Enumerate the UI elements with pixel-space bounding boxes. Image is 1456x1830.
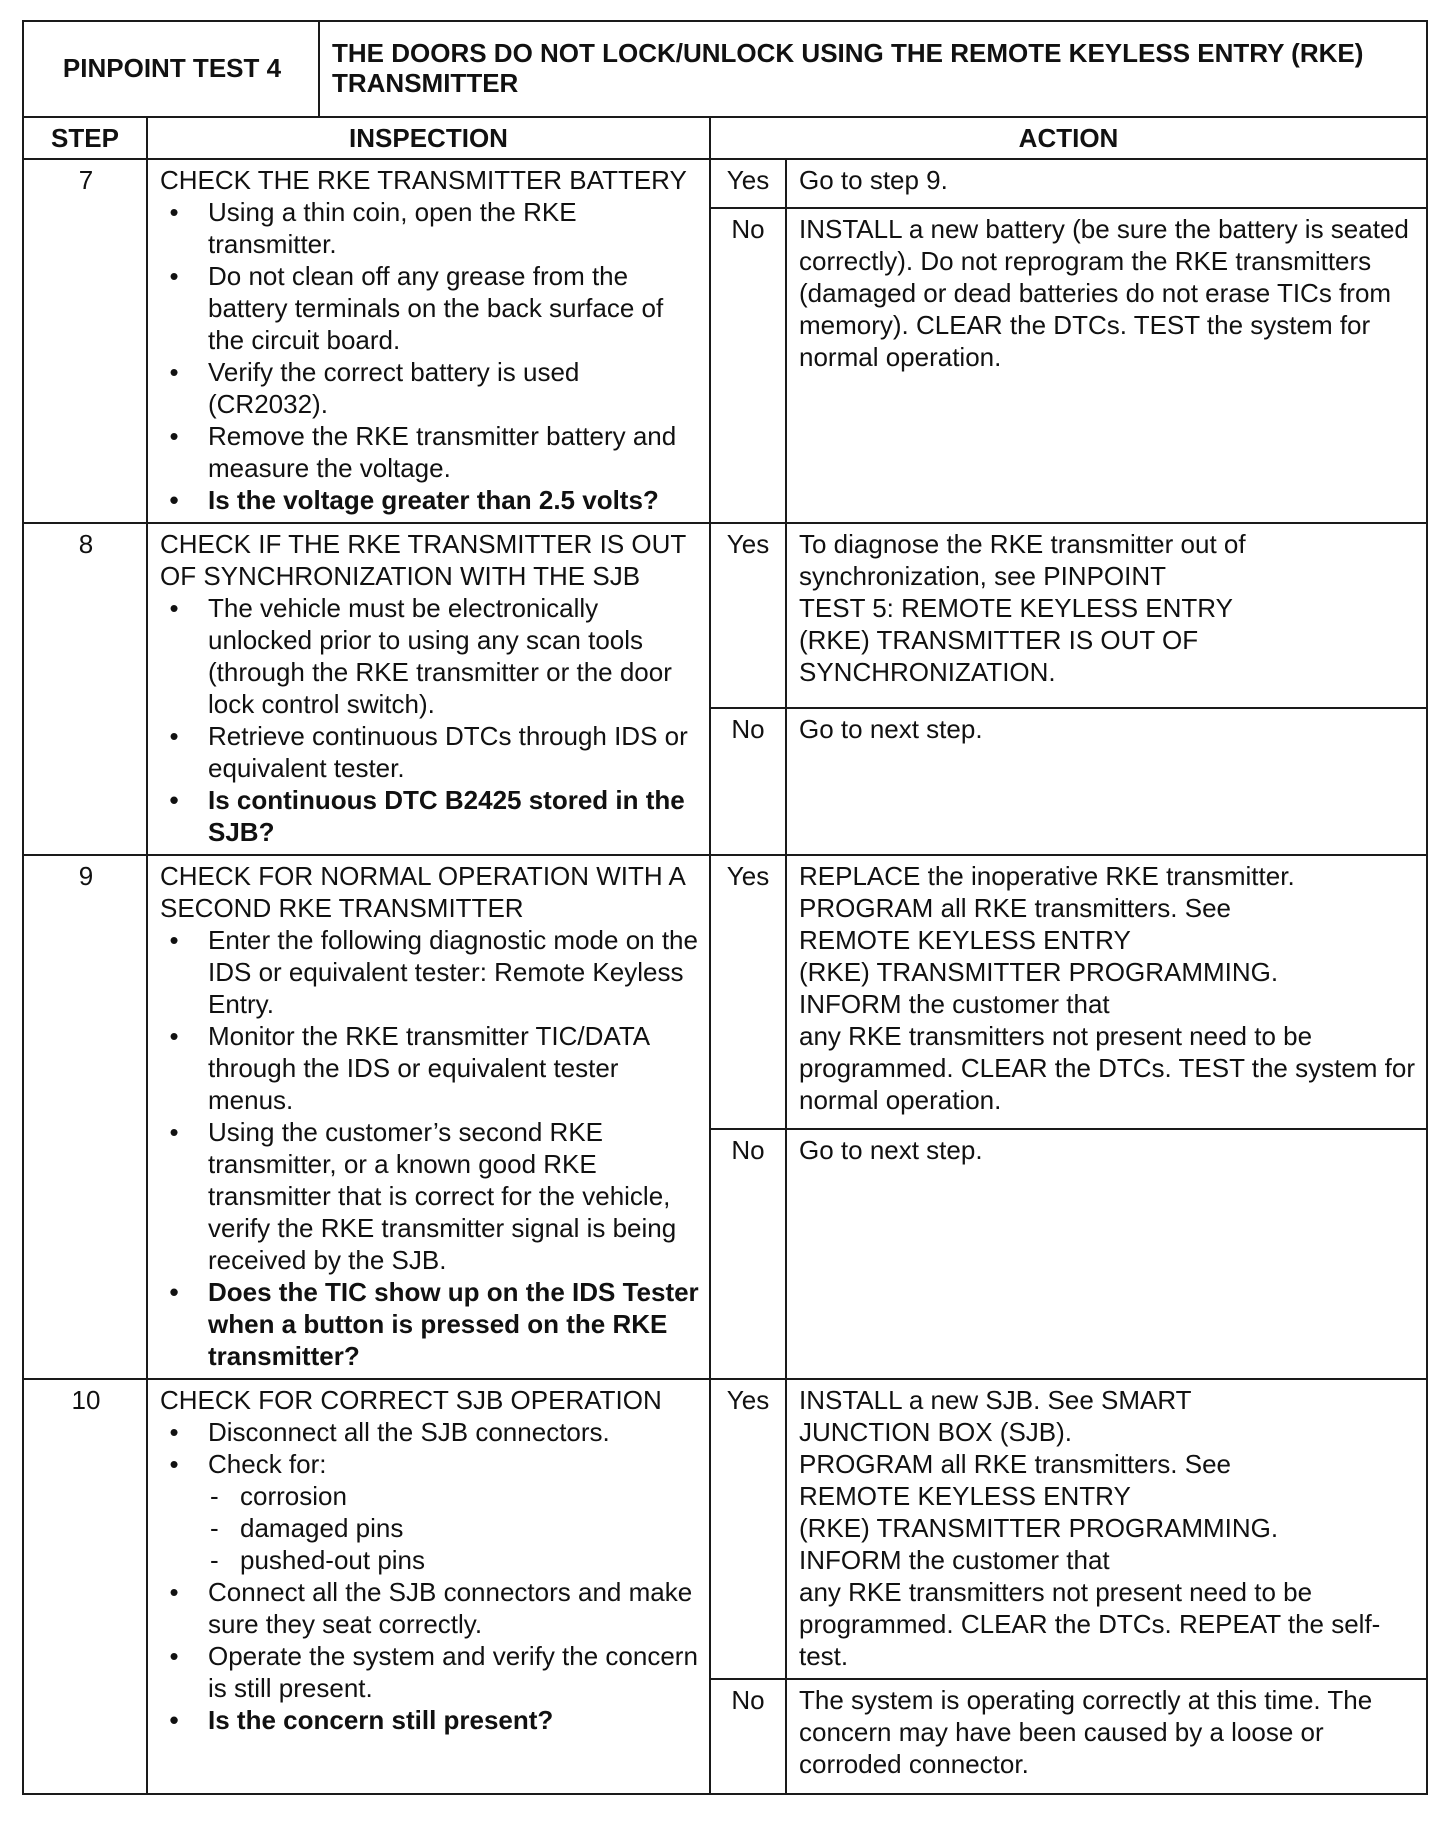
inspection-bullets [160, 1416, 699, 1736]
step-row [23, 1379, 1427, 1679]
step-row [23, 855, 1427, 1129]
sub-bullet [208, 1480, 699, 1512]
bullet-text: Remove the RKE transmitter battery and measure the voltage. [208, 421, 677, 483]
bullet-mark: • [169, 785, 179, 815]
yes-label: Yes [710, 855, 786, 1129]
dash-mark: - [210, 1481, 219, 1511]
inspection-column-header: INSPECTION [147, 117, 710, 159]
action-text: REMOTE KEYLESS ENTRY [799, 1481, 1131, 1511]
action-text: INFORM the customer that [799, 1545, 1110, 1575]
column-header-row [23, 117, 1427, 159]
bullet-text: Operate the system and verify the concern is still present. [208, 1641, 698, 1703]
yes-action [786, 523, 1427, 708]
bullet-mark: • [169, 925, 179, 955]
inspection-bullet [160, 260, 699, 356]
bullet-text: Using the customer’s second RKE transmitter, or a known good RKE transmitter that is correct for the vehicle, verify the RKE transmitter signal is being received by the SJB. [208, 1117, 677, 1275]
no-label: No [710, 1679, 786, 1794]
action-text: Go to next step. [799, 714, 983, 745]
bullet-text: Is the voltage greater than 2.5 volts? [208, 485, 659, 515]
dash-mark: - [210, 1545, 219, 1575]
bullet-text: Using a thin coin, open the RKE transmitter. [208, 197, 577, 259]
yes-label: Yes [710, 1379, 786, 1679]
inspection-bullet [160, 592, 699, 720]
action-text: PROGRAM all RKE transmitters. See [799, 893, 1231, 923]
inspection-title: CHECK IF THE RKE TRANSMITTER IS OUT OF SYNCHRONIZATION WITH THE SJB [160, 529, 686, 591]
inspection-bullet [160, 196, 699, 260]
no-label: No [710, 208, 786, 523]
action-text: INSTALL a new battery (be sure the battery is seated correctly). Do not reprogram the RKE transmitters (damaged or dead batteries do not erase TICs from memory). CLEAR the DTCs. TEST the system for normal operation. [799, 214, 1409, 373]
inspection-title: CHECK THE RKE TRANSMITTER BATTERY [160, 165, 687, 195]
action-text: To diagnose the RKE transmitter out of synchronization, see PINPOINT [799, 529, 1246, 591]
step-number: 10 [23, 1379, 147, 1794]
bullet-text: Enter the following diagnostic mode on the IDS or equivalent tester: Remote Keyless Entry. [208, 925, 698, 1019]
bullet-text: Does the TIC show up on the IDS Tester when a button is pressed on the RKE transmitter? [208, 1277, 699, 1371]
bullet-mark: • [169, 197, 179, 227]
bullet-text: Connect all the SJB connectors and make sure they seat correctly. [208, 1577, 693, 1639]
no-action [786, 1129, 1427, 1379]
action-text: SYNCHRONIZATION. [799, 657, 1056, 687]
bullet-text: The vehicle must be electronically unlocked prior to using any scan tools (through the RKE transmitter or the door lock control switch). [208, 593, 672, 719]
bullet-mark: • [169, 1705, 179, 1735]
step-row [23, 523, 1427, 708]
action-text: JUNCTION BOX (SJB). [799, 1417, 1073, 1447]
no-label: No [710, 708, 786, 855]
action-text: REPLACE the inoperative RKE transmitter. [799, 861, 1295, 891]
dash-mark: - [210, 1513, 219, 1543]
step-number: 7 [23, 159, 147, 523]
inspection-question [160, 484, 699, 516]
bullet-mark: • [169, 1449, 179, 1479]
sub-bullet [208, 1512, 699, 1544]
inspection-cell [147, 523, 710, 855]
action-text: Go to next step. [799, 1135, 983, 1166]
action-text: INFORM the customer that [799, 989, 1110, 1019]
bullet-text: Is continuous DTC B2425 stored in the SJB? [208, 785, 685, 847]
pinpoint-test-table [22, 20, 1428, 1795]
sub-bullets [208, 1480, 699, 1576]
bullet-mark: • [169, 1641, 179, 1671]
bullet-mark: • [169, 261, 179, 291]
steps-body [23, 159, 1427, 1794]
bullet-text: Verify the correct battery is used (CR2032). [208, 357, 580, 419]
inspection-bullet [160, 1576, 699, 1640]
inspection-bullet [160, 924, 699, 1020]
bullet-mark: • [169, 593, 179, 623]
no-action [786, 708, 1427, 855]
step-row [23, 159, 1427, 208]
inspection-question [160, 1276, 699, 1372]
action-text: Go to step 9. [799, 165, 948, 195]
bullet-mark: • [169, 421, 179, 451]
action-text: PROGRAM all RKE transmitters. See [799, 1449, 1231, 1479]
inspection-cell [147, 159, 710, 523]
inspection-bullets [160, 592, 699, 848]
bullet-mark: • [169, 1277, 179, 1307]
sub-bullet-text: damaged pins [240, 1513, 404, 1543]
test-label: PINPOINT TEST 4 [23, 21, 319, 117]
inspection-bullet [160, 1416, 699, 1448]
bullet-mark: • [169, 1021, 179, 1051]
inspection-title: CHECK FOR CORRECT SJB OPERATION [160, 1385, 662, 1415]
yes-action [786, 1379, 1427, 1679]
bullet-mark: • [169, 357, 179, 387]
no-action [786, 1679, 1427, 1794]
step-column-header: STEP [23, 117, 147, 159]
inspection-bullet [160, 1020, 699, 1116]
bullet-mark: • [169, 1577, 179, 1607]
bullet-text: Check for: [208, 1449, 327, 1479]
inspection-question [160, 1704, 699, 1736]
inspection-bullets [160, 196, 699, 516]
action-column-header: ACTION [710, 117, 1427, 159]
yes-label: Yes [710, 159, 786, 208]
inspection-question [160, 784, 699, 848]
pinpoint-test-page [22, 20, 1426, 1795]
inspection-bullet [160, 420, 699, 484]
inspection-cell [147, 855, 710, 1379]
action-text: The system is operating correctly at this time. The concern may have been caused by a loose or corroded connector. [799, 1685, 1373, 1779]
action-text: TEST 5: REMOTE KEYLESS ENTRY [799, 593, 1233, 623]
step-number: 9 [23, 855, 147, 1379]
step-number: 8 [23, 523, 147, 855]
sub-bullet [208, 1544, 699, 1576]
sub-bullet-group [160, 1480, 699, 1576]
bullet-text: Is the concern still present? [208, 1705, 554, 1735]
no-label: No [710, 1129, 786, 1379]
bullet-text: Disconnect all the SJB connectors. [208, 1417, 610, 1447]
inspection-bullet [160, 1640, 699, 1704]
inspection-bullet [160, 1448, 699, 1480]
bullet-text: Retrieve continuous DTCs through IDS or equivalent tester. [208, 721, 688, 783]
inspection-bullet [160, 720, 699, 784]
bullet-mark: • [169, 721, 179, 751]
bullet-mark: • [169, 1117, 179, 1147]
action-text: (RKE) TRANSMITTER IS OUT OF [799, 625, 1199, 655]
yes-action [786, 855, 1427, 1129]
sub-bullet-text: pushed-out pins [240, 1545, 426, 1575]
bullet-text: Monitor the RKE transmitter TIC/DATA through the IDS or equivalent tester menus. [208, 1021, 649, 1115]
inspection-bullets [160, 924, 699, 1372]
bullet-text: Do not clean off any grease from the battery terminals on the back surface of the circuit board. [208, 261, 664, 355]
action-text: any RKE transmitters not present need to be programmed. CLEAR the DTCs. TEST the system for normal operation. [799, 1021, 1416, 1115]
bullet-mark: • [169, 1417, 179, 1447]
yes-action [786, 159, 1427, 208]
action-text: (RKE) TRANSMITTER PROGRAMMING. [799, 1513, 1279, 1543]
no-action [786, 208, 1427, 523]
inspection-cell [147, 1379, 710, 1794]
test-title: THE DOORS DO NOT LOCK/UNLOCK USING THE REMOTE KEYLESS ENTRY (RKE) TRANSMITTER [319, 21, 1427, 117]
action-text: (RKE) TRANSMITTER PROGRAMMING. [799, 957, 1279, 987]
inspection-title: CHECK FOR NORMAL OPERATION WITH A SECOND RKE TRANSMITTER [160, 861, 685, 923]
inspection-bullet [160, 356, 699, 420]
action-text: REMOTE KEYLESS ENTRY [799, 925, 1131, 955]
action-text: INSTALL a new SJB. See SMART [799, 1385, 1192, 1415]
title-row [23, 21, 1427, 117]
inspection-bullet [160, 1116, 699, 1276]
sub-bullet-text: corrosion [240, 1481, 347, 1511]
yes-label: Yes [710, 523, 786, 708]
action-text: any RKE transmitters not present need to be programmed. CLEAR the DTCs. REPEAT the self-test. [799, 1577, 1381, 1671]
bullet-mark: • [169, 485, 179, 515]
